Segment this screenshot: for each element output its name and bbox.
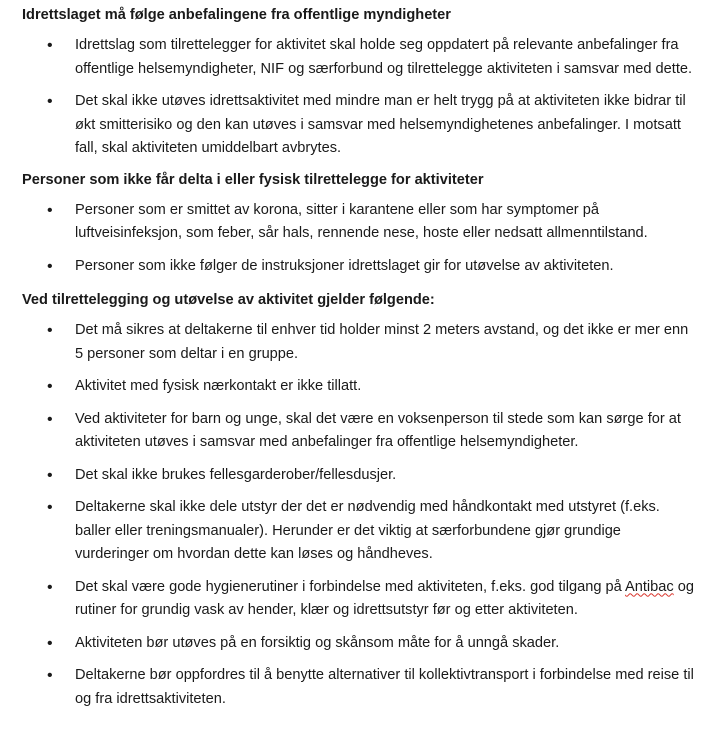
list-item: • Det må sikres at deltakerne til enhver tid holder minst 2 meters avstand, og det ikke er mer enn 5 personer som deltar i en gruppe. <box>22 319 697 366</box>
bullet-list-excluded-persons <box>22 199 697 279</box>
list-item: • Deltakerne skal ikke dele utstyr der det er nødvendig med håndkontakt med utstyret (f.eks. baller eller treningsmanualer). Herunder er det viktig at særforbundene gjør grundige vurderinger om hvordan dette kan løses og håndheves. <box>22 496 697 567</box>
list-item: • Personer som ikke følger de instruksjoner idrettslaget gir for utøvelse av aktiviteten. <box>22 255 697 279</box>
list-item-hygiene <box>22 576 697 623</box>
bullet-list-authorities <box>22 34 697 161</box>
list-item: • Aktiviteten bør utøves på en forsiktig og skånsom måte for å unngå skader. <box>22 632 697 656</box>
list-item: • Det skal ikke utøves idrettsaktivitet med mindre man er helt trygg på at aktiviteten ikke bidrar til økt smitterisiko og den kan utøves i samsvar med helsemyndighetenes anbefalinger. I motsatt fall, skal aktiviteten umiddelbart avbrytes. <box>22 90 697 161</box>
section-heading-authorities: Idrettslaget må følge anbefalingene fra offentlige myndigheter <box>22 7 451 23</box>
hygiene-text: Det skal være gode hygienerutiner i forbindelse med aktiviteten, f.eks. god tilgang på <box>75 578 626 595</box>
list-item: • Ved aktiviteter for barn og unge, skal det være en voksenperson til stede som kan sørge for at aktiviteten utøves i samsvar med anbefalinger fra offentlige helsemyndigheter. <box>22 408 697 455</box>
list-item: • Aktivitet med fysisk nærkontakt er ikke tillatt. <box>22 375 697 399</box>
list-item: • Idrettslag som tilrettelegger for aktivitet skal holde seg oppdatert på relevante anbefalinger fra offentlige helsemyndigheter, NIF og særforbund og tilrettelegge aktiviteten i samsvar med dette. <box>22 34 697 81</box>
section-heading-excluded-persons: Personer som ikke får delta i eller fysisk tilrettelegge for aktiviteter <box>22 171 484 188</box>
list-item: • Deltakerne bør oppfordres til å benytte alternativer til kollektivtransport i forbindelse med reise til og fra idrettsaktiviteten. <box>22 664 697 711</box>
hygiene-text-tail: og rutiner for grundig vask av hender, klær og idrettsutstyr før og etter aktiviteten. <box>75 578 695 618</box>
section-heading-activity-rules: Ved tilrettelegging og utøvelse av aktivitet gjelder følgende: <box>22 292 435 308</box>
list-item: • Personer som er smittet av korona, sitter i karantene eller som har symptomer på luftveisinfeksjon, som feber, sår hals, rennende nese, hoste eller nedsatt allmenntilstand. <box>22 199 697 246</box>
bullet-list-activity-rules <box>22 319 697 711</box>
list-item: • Det skal ikke brukes fellesgarderober/fellesdusjer. <box>22 464 697 488</box>
spellcheck-flagged-word: Antibac <box>625 578 674 595</box>
